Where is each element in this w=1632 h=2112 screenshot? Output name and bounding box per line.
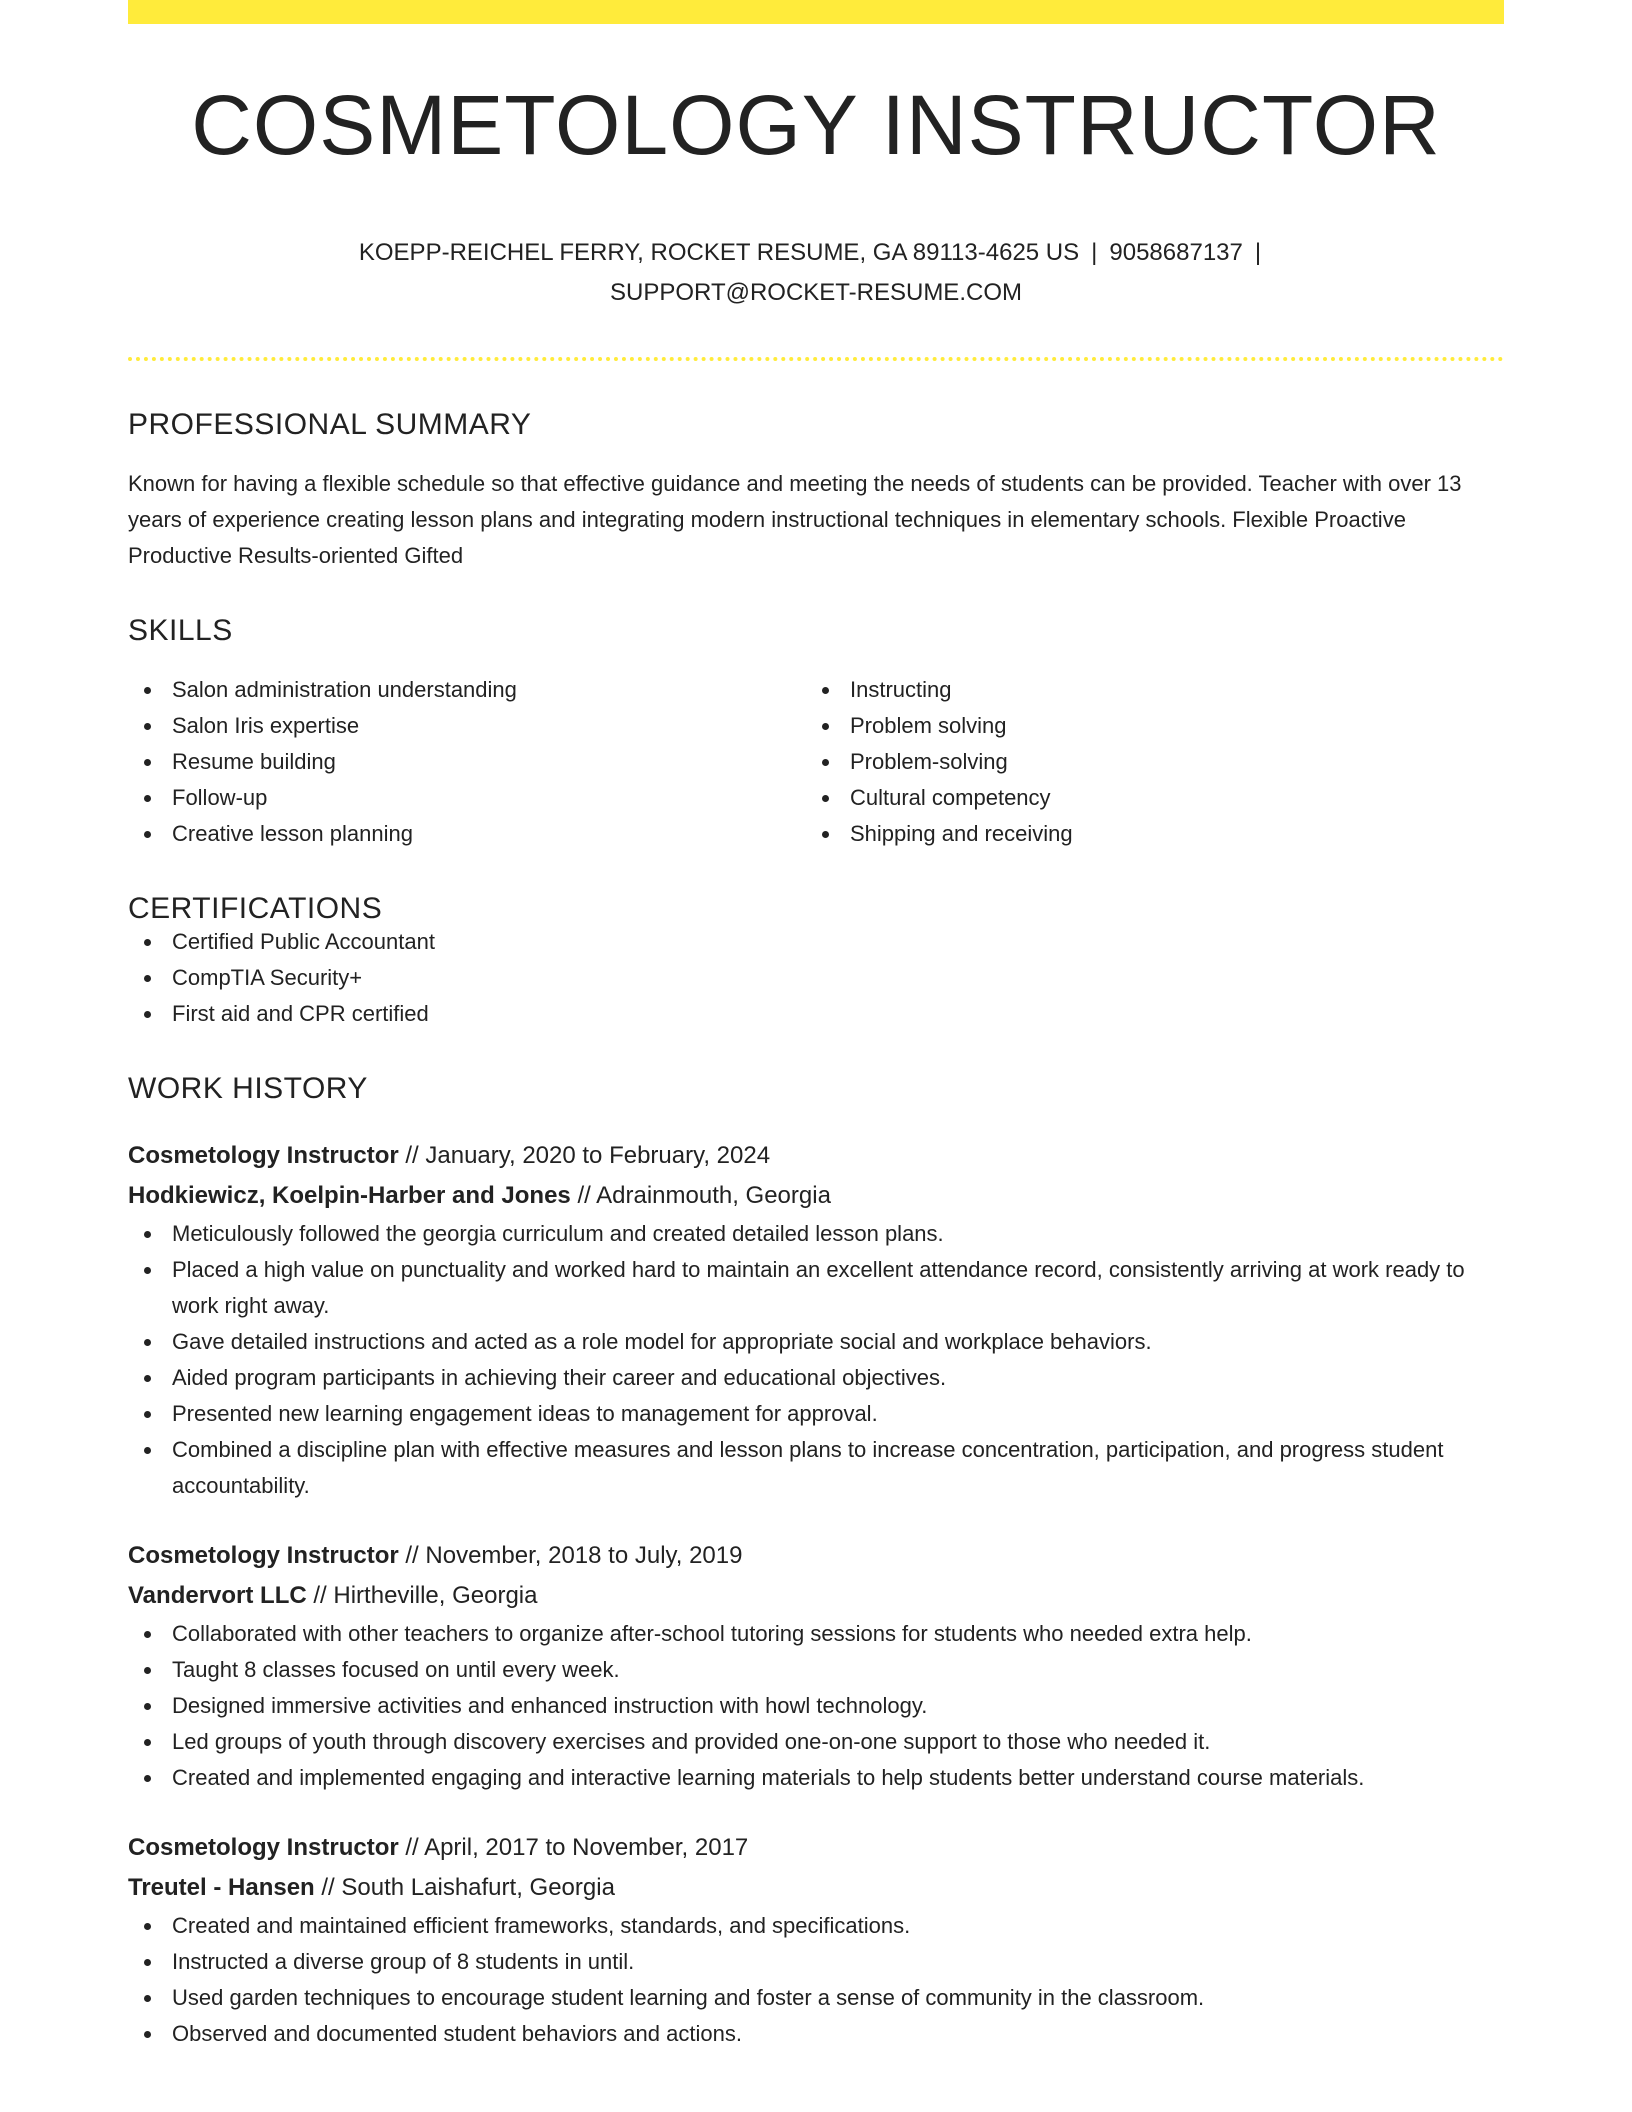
skill-item: Follow-up [128,780,806,816]
contact-separator: | [1091,239,1098,266]
contact-phone: 9058687137 [1109,239,1243,266]
header-divider [128,357,1504,361]
contact-address: KOEPP-REICHEL FERRY, ROCKET RESUME, GA 89113-4625 US [358,239,1080,266]
job-bullets [128,1908,1504,2052]
skills-column-right [806,672,1484,852]
job-bullet: Taught 8 classes focused on until every week. [128,1652,1504,1688]
job-bullet: Aided program participants in achieving their career and educational objectives. [128,1360,1504,1396]
job-bullet: Designed immersive activities and enhanced instruction with howl technology. [128,1688,1504,1724]
job-bullet: Observed and documented student behaviors and actions. [128,2016,1504,2052]
job-separator: // [405,1834,419,1861]
contact-line-2 [128,273,1504,313]
job-separator: // [321,1874,335,1901]
job-location: South Laishafurt, Georgia [341,1874,615,1901]
job-bullet: Led groups of youth through discovery exercises and provided one-on-one support to those who needed it. [128,1724,1504,1760]
summary-text: Known for having a flexible schedule so that effective guidance and meeting the needs of students can be provided. Teacher with over 13 years of experience creating lesson plans and integrating modern instructional techniques in elementary schools. Flexible Proactive Productive Results-oriented Gifted [128,471,1462,568]
certification-item: Certified Public Accountant [128,924,1504,960]
accent-top-bar [128,0,1504,24]
skill-item: Problem-solving [806,744,1484,780]
contact-email: SUPPORT@ROCKET-RESUME.COM [610,279,1022,306]
job-location: Hirtheville, Georgia [333,1582,538,1609]
job-separator: // [577,1182,591,1209]
skills-grid [128,672,1504,852]
contact-line-1 [128,233,1504,273]
skill-item: Salon administration understanding [128,672,806,708]
job-company: Treutel - Hansen [128,1874,315,1901]
section-title-certifications: CERTIFICATIONS [128,892,383,925]
job-role: Cosmetology Instructor [128,1142,399,1169]
resume-title: COSMETOLOGY INSTRUCTOR [191,78,1441,172]
job-separator: // [313,1582,327,1609]
resume-page [128,0,1504,2052]
certifications-list [128,924,1504,1032]
job-role: Cosmetology Instructor [128,1834,399,1861]
skill-item: Cultural competency [806,780,1484,816]
section-title-skills: SKILLS [128,614,233,647]
job-role: Cosmetology Instructor [128,1542,399,1569]
job-bullets [128,1216,1504,1504]
skill-item: Salon Iris expertise [128,708,806,744]
section-title-summary: PROFESSIONAL SUMMARY [128,408,532,441]
certification-item: First aid and CPR certified [128,996,1504,1032]
skills-list-left [128,672,806,852]
job-separator: // [405,1142,419,1169]
job-company-line [128,1576,1504,1616]
skill-item: Resume building [128,744,806,780]
job-bullet: Combined a discipline plan with effective measures and lesson plans to increase concentration, participation, and progress student accountability. [128,1432,1504,1504]
skill-item: Problem solving [806,708,1484,744]
job-bullet: Collaborated with other teachers to organize after-school tutoring sessions for students who needed extra help. [128,1616,1504,1652]
job-role-line [128,1536,1504,1576]
job-role-line [128,1136,1504,1176]
skill-item: Creative lesson planning [128,816,806,852]
job-dates: January, 2020 to February, 2024 [425,1142,771,1169]
job-bullet: Placed a high value on punctuality and worked hard to maintain an excellent attendance record, consistently arriving at work ready to work right away. [128,1252,1504,1324]
job-bullet: Meticulously followed the georgia curriculum and created detailed lesson plans. [128,1216,1504,1252]
job-dates: November, 2018 to July, 2019 [425,1542,743,1569]
skill-item: Shipping and receiving [806,816,1484,852]
job-location: Adrainmouth, Georgia [596,1182,831,1209]
job-bullet: Created and implemented engaging and interactive learning materials to help students better understand course materials. [128,1760,1504,1796]
job-entry [128,1828,1504,2052]
job-company: Vandervort LLC [128,1582,307,1609]
job-separator: // [405,1542,419,1569]
skills-column-left [128,672,806,852]
job-entry [128,1536,1504,1796]
skills-list-right [806,672,1484,852]
job-bullet: Used garden techniques to encourage student learning and foster a sense of community in the classroom. [128,1980,1504,2016]
job-role-line [128,1828,1504,1868]
certification-item: CompTIA Security+ [128,960,1504,996]
job-bullet: Presented new learning engagement ideas to management for approval. [128,1396,1504,1432]
job-company-line [128,1176,1504,1216]
job-company-line [128,1868,1504,1908]
contact-info [128,233,1504,313]
job-dates: April, 2017 to November, 2017 [424,1834,749,1861]
job-bullet: Gave detailed instructions and acted as a role model for appropriate social and workplace behaviors. [128,1324,1504,1360]
job-company: Hodkiewicz, Koelpin-Harber and Jones [128,1182,571,1209]
job-bullets [128,1616,1504,1796]
skill-item: Instructing [806,672,1484,708]
section-title-work-history: WORK HISTORY [128,1072,368,1105]
job-entry [128,1136,1504,1504]
job-bullet: Created and maintained efficient frameworks, standards, and specifications. [128,1908,1504,1944]
contact-separator: | [1254,239,1262,266]
job-bullet: Instructed a diverse group of 8 students in until. [128,1944,1504,1980]
